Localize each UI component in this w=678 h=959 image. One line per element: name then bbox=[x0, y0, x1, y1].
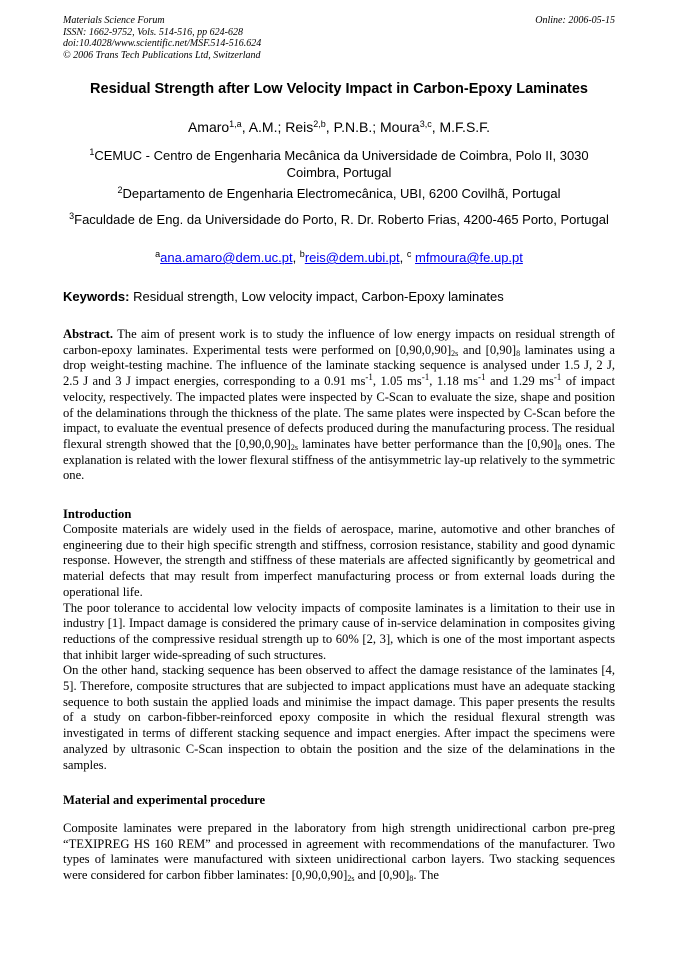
email-sup: b bbox=[299, 249, 305, 259]
online-date: Online: 2006-05-15 bbox=[535, 15, 615, 26]
superscript: -1 bbox=[421, 372, 430, 383]
email-link[interactable]: mfmoura@fe.up.pt bbox=[415, 250, 523, 265]
affiliation-text: CEMUC - Centro de Engenharia Mecânica da Universidade de Coimbra, Polo II, 3030 Coimbra, Portugal bbox=[94, 148, 589, 180]
paragraph: The poor tolerance to accidental low velocity impacts of composite laminates is a limitation to their use in industry [1]. Impact damage is considered the primary cause of in-service delamination in composites giving reductions of the compressive residual strength up to 60% [2, 3], which is one of the most important aspects that inhibit larger wide-spreading of such structures. bbox=[63, 600, 615, 662]
journal-name: Materials Science Forum bbox=[63, 15, 165, 26]
author-initials: , A.M.; bbox=[241, 119, 282, 135]
affiliation-text: Departamento de Engenharia Electromecânica, UBI, 6200 Covilhã, Portugal bbox=[122, 186, 561, 201]
author-initials: , P.N.B.; bbox=[325, 119, 377, 135]
author-name: Amaro bbox=[187, 119, 230, 135]
keywords bbox=[63, 289, 615, 304]
author-sup: 2,b bbox=[313, 119, 326, 129]
abstract-label: Abstract. bbox=[63, 327, 114, 341]
abstract bbox=[63, 327, 615, 484]
affiliation-1 bbox=[63, 148, 615, 181]
subscript: 2s bbox=[290, 442, 298, 452]
affiliation-2 bbox=[63, 186, 615, 203]
abstract-text: The aim of present work is to study the influence of low energy impacts on residual strength of carbon-epoxy laminates. Experimental tests were performed on [0,90,0,90] bbox=[63, 327, 616, 357]
introduction-body bbox=[63, 522, 615, 773]
email-sup: a bbox=[155, 249, 161, 259]
author-name: Moura bbox=[380, 119, 420, 135]
author-list bbox=[63, 119, 615, 136]
abstract-text: laminates using a drop weight-testing machine. The influence of the laminate stacking sequence is analysed under 1.5 J, 2 J, 2.5 J and 3 J impact energies, corresponding to a 0.91 ms bbox=[63, 342, 615, 389]
abstract-text: laminates have better performance than the [0,90] bbox=[297, 436, 558, 451]
subscript: 8 bbox=[516, 348, 521, 358]
affiliation-sup: 1 bbox=[89, 147, 95, 157]
keywords-label: Keywords: bbox=[63, 289, 130, 304]
keywords-text: Residual strength, Low velocity impact, Carbon-Epoxy laminates bbox=[133, 289, 504, 304]
paragraph: Composite materials are widely used in the fields of aerospace, marine, automotive and other branches of engineering due to their high specific strength and stiffness, corrosion resistance, stability and good dynamic response. However, the strength and stiffness of these materials are affected significantly by geometrical and material defects that may result from imperfect manufacturing process or from external loads during the operational life. bbox=[63, 522, 615, 599]
section-heading-introduction: Introduction bbox=[63, 507, 132, 521]
subscript: 8 bbox=[557, 442, 562, 452]
author-sup: 1,a bbox=[229, 119, 242, 129]
email-sup: c bbox=[406, 249, 412, 259]
abstract-text: and 1.29 ms bbox=[485, 374, 554, 389]
abstract-text: and [0,90] bbox=[458, 342, 517, 357]
author-sup: 3,c bbox=[419, 119, 432, 129]
subscript: 2s bbox=[347, 874, 355, 884]
email-link[interactable]: ana.amaro@dem.uc.pt bbox=[160, 250, 293, 265]
affiliation-sup: 2 bbox=[117, 185, 123, 195]
affiliation-sup: 3 bbox=[69, 211, 75, 221]
author-initials: , M.F.S.F. bbox=[431, 119, 491, 135]
section-heading-material: Material and experimental procedure bbox=[63, 793, 266, 807]
abstract-text: , 1.05 ms bbox=[372, 374, 422, 389]
subscript: 8 bbox=[409, 874, 414, 884]
affiliation-3 bbox=[63, 212, 615, 229]
superscript: -1 bbox=[478, 372, 486, 383]
material-text: and [0,90] bbox=[354, 868, 410, 883]
material-body bbox=[63, 821, 615, 884]
paragraph: On the other hand, stacking sequence has been observed to affect the damage resistance of the laminates [4, 5]. Therefore, composite structures that are subjected to impact applications must have an adequate stacking sequence to both sustain the applied loads and minimise the impact damage. This paper presents the results of a study on carbon-fibber-reinforced epoxy composite in which the residual flexural strength was investigated in terms of different stacking sequence and impact energies. After impact the specimens were analyzed by ultrasonic C-Scan inspection to obtain the position and the size of the delaminations in the samples. bbox=[63, 663, 615, 772]
paper-title: Residual Strength after Low Velocity Impact in Carbon-Epoxy Laminates bbox=[90, 81, 588, 97]
abstract-text: , 1.18 ms bbox=[429, 374, 479, 389]
email-list: $^a$ana.amaro@dem.uc.pt, $^b$reis@dem.ubi.pt, $^c$ mfmoura@fe.up.pt bbox=[155, 249, 523, 265]
author-name: Reis bbox=[285, 119, 314, 135]
doi-line: doi:10.4028/www.scientific.net/MSF.514-516.624 bbox=[63, 38, 262, 49]
abstract-text: of impact velocity, respectively. The impacted plates were inspected by C-Scan to evaluate the size, shape and position of the delaminations through the thickness of the plate. The same plates were inspected by C-Scan before the impact, to evaluate the eventual presence of defects produced during the manufacturing process. The residual flexural strength showed that the [0,90,0,90] bbox=[63, 374, 615, 451]
material-text: . The bbox=[413, 868, 440, 883]
superscript: -1 bbox=[365, 372, 373, 383]
affiliation-text: Faculdade de Eng. da Universidade do Porto, R. Dr. Roberto Frias, 4200-465 Porto, Portugal bbox=[74, 212, 609, 227]
email-link[interactable]: reis@dem.ubi.pt bbox=[304, 250, 400, 265]
abstract-text: ones. The explanation is related with the lower flexural stiffness of the antisymmetric lay-up relatively to the symmetric one. bbox=[63, 436, 615, 483]
copyright-line: © 2006 Trans Tech Publications Ltd, Switzerland bbox=[63, 49, 261, 61]
issn-line: ISSN: 1662-9752, Vols. 514-516, pp 624-628 bbox=[63, 26, 243, 38]
material-text: Composite laminates were prepared in the laboratory from high strength unidirectional carbon pre-preg “TEXIPREG HS 160 REM” and processed in agreement with recommendations of the manufacturer. Two types of laminates were manufactured with sixteen unidirectional carbon layers. Two stacking sequences were considered for carbon fibber laminates: [0,90,0,90] bbox=[63, 821, 615, 883]
journal-header bbox=[63, 15, 615, 61]
superscript: -1 bbox=[553, 372, 562, 383]
subscript: 2s bbox=[451, 348, 459, 358]
